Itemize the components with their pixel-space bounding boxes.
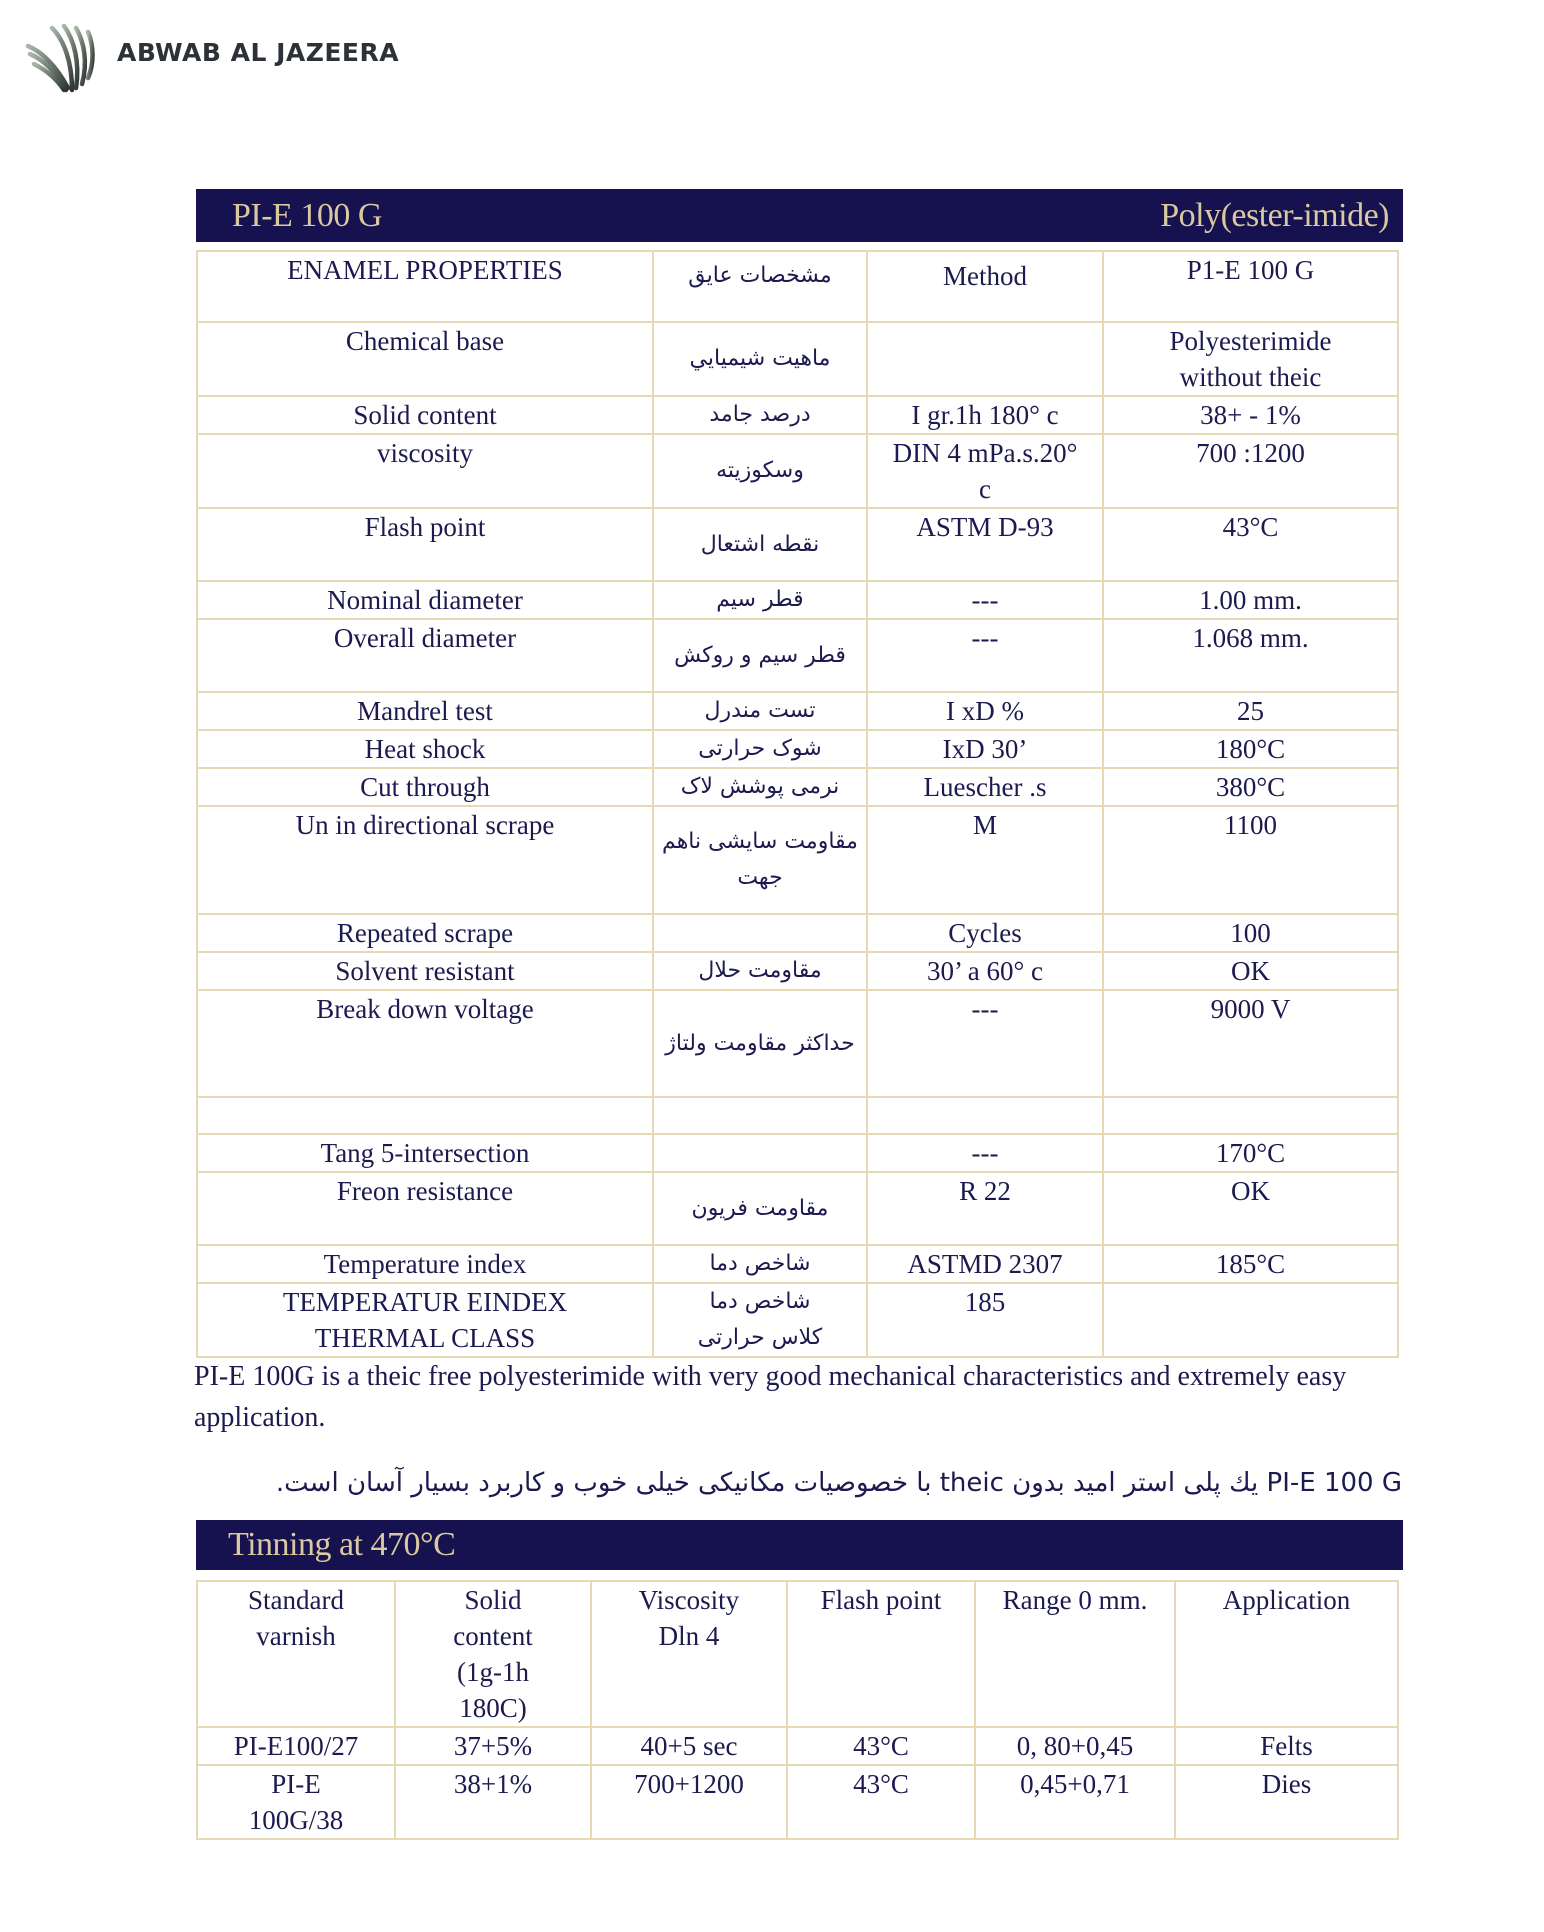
property-name-cell: Tang 5-intersection [197,1134,653,1172]
method-cell: Cycles [867,914,1103,952]
tinning-header-cell: Flash point [787,1581,975,1727]
table-row [197,914,1398,952]
table-row [197,1172,1398,1245]
property-name-cell: Solid content [197,396,653,434]
product-type: Poly(ester-imide) [1160,196,1389,234]
value-cell: Polyesterimide without theic [1103,322,1398,396]
header-cell: Method [867,251,1103,322]
table-row [197,730,1398,768]
table-row [197,990,1398,1097]
property-persian-cell: شوک حرارتی [653,730,867,768]
value-cell: 1100 [1103,806,1398,914]
property-name-cell: Chemical base [197,322,653,396]
property-name-cell: Heat shock [197,730,653,768]
method-cell: I gr.1h 180° c [867,396,1103,434]
tinning-cell: 43°C [787,1765,975,1839]
value-cell: 38+ - 1% [1103,396,1398,434]
method-cell: Luescher .s [867,768,1103,806]
value-cell: 100 [1103,914,1398,952]
property-name-cell: viscosity [197,434,653,508]
property-name-cell: Flash point [197,508,653,581]
tinning-cell: Dies [1175,1765,1398,1839]
table-row [197,1097,1398,1134]
tinning-cell: PI-E 100G/38 [197,1765,395,1839]
tinning-cell: 40+5 sec [591,1727,787,1765]
property-persian-cell: مقاومت سايشی ناهم جهت [653,806,867,914]
tinning-header-cell: Solid content (1g-1h 180C) [395,1581,591,1727]
property-persian-cell: وسكوزيته [653,434,867,508]
description-persian: PI-E 100 G يك پلی استر اميد بدون theic با خصوصيات مكانيكی خيلی خوب و كاربرد بسيار آسان است. [275,1468,1402,1498]
header-cell: P1-E 100 G [1103,251,1398,322]
property-persian-cell: قطر سيم [653,581,867,619]
method-cell [867,1097,1103,1134]
property-persian-cell: مقاومت فريون [653,1172,867,1245]
tinning-title: Tinning at 470°C [228,1526,456,1563]
header-cell: مشخصات عايق [653,251,867,322]
brand-name: ABWAB AL JAZEERA [117,38,400,67]
property-persian-cell: شاخص دما [653,1245,867,1283]
method-cell [867,322,1103,396]
value-cell: 700 :1200 [1103,434,1398,508]
method-cell: IxD 30’ [867,730,1103,768]
table-row [197,322,1398,396]
table-row [197,1134,1398,1172]
tinning-cell: 0,45+0,71 [975,1765,1175,1839]
value-cell: 9000 V [1103,990,1398,1097]
method-cell: ASTM D-93 [867,508,1103,581]
tinning-header-cell: Range 0 mm. [975,1581,1175,1727]
property-name-cell: Cut through [197,768,653,806]
table-row [197,768,1398,806]
tinning-cell: 700+1200 [591,1765,787,1839]
property-persian-cell [653,914,867,952]
value-cell [1103,1097,1398,1134]
method-cell: R 22 [867,1172,1103,1245]
property-persian-cell: درصد جامد [653,396,867,434]
method-cell: --- [867,581,1103,619]
property-persian-cell: قطر سيم و روكش [653,619,867,692]
property-persian-cell: نرمی پوشش لاک [653,768,867,806]
table-row [197,396,1398,434]
tinning-cell: 0, 80+0,45 [975,1727,1175,1765]
tinning-cell: PI-E100/27 [197,1727,395,1765]
value-cell: 1.068 mm. [1103,619,1398,692]
property-name-cell: Solvent resistant [197,952,653,990]
striped-shield-logo-icon [22,22,100,94]
value-cell: 170°C [1103,1134,1398,1172]
method-cell: I xD % [867,692,1103,730]
table-row [197,1283,1398,1357]
value-cell: OK [1103,952,1398,990]
value-cell: 180°C [1103,730,1398,768]
tinning-cell: Felts [1175,1727,1398,1765]
property-name-cell: Nominal diameter [197,581,653,619]
tinning-cell: 37+5% [395,1727,591,1765]
property-name-cell: Break down voltage [197,990,653,1097]
property-persian-cell [653,1134,867,1172]
property-persian-cell: نقطه اشتعال [653,508,867,581]
tinning-row [197,1727,1398,1765]
header-cell: ENAMEL PROPERTIES [197,251,653,322]
table-row [197,508,1398,581]
property-name-cell: Temperature index [197,1245,653,1283]
value-cell: 25 [1103,692,1398,730]
property-persian-cell: ماهيت شيميايي [653,322,867,396]
tinning-row [197,1765,1398,1839]
tinning-header-row [197,1581,1398,1727]
tinning-cell: 38+1% [395,1765,591,1839]
table-row [197,581,1398,619]
property-name-cell: Repeated scrape [197,914,653,952]
method-cell: DIN 4 mPa.s.20° c [867,434,1103,508]
table-row [197,692,1398,730]
table-row [197,806,1398,914]
property-persian-cell [653,1097,867,1134]
table-row [197,619,1398,692]
property-persian-cell: مقاومت حلال [653,952,867,990]
method-cell: M [867,806,1103,914]
value-cell: 185°C [1103,1245,1398,1283]
value-cell: 43°C [1103,508,1398,581]
method-cell: 185 [867,1283,1103,1357]
method-cell: 30’ a 60° c [867,952,1103,990]
property-name-cell: TEMPERATUR EINDEX THERMAL CLASS [197,1283,653,1357]
table-row [197,434,1398,508]
tinning-header-cell: Standard varnish [197,1581,395,1727]
property-name-cell: Un in directional scrape [197,806,653,914]
property-name-cell: Freon resistance [197,1172,653,1245]
description-english: PI-E 100G is a theic free polyesterimide with very good mechanical characteristics and extremely easy application. [194,1361,1347,1433]
table-row [197,952,1398,990]
method-cell: --- [867,619,1103,692]
tinning-header-cell: Application [1175,1581,1398,1727]
value-cell: 380°C [1103,768,1398,806]
property-persian-cell: حداكثر مقاومت ولتاژ [653,990,867,1097]
property-name-cell [197,1097,653,1134]
tinning-table [196,1580,1399,1840]
method-cell: --- [867,1134,1103,1172]
tinning-header-cell: Viscosity Dln 4 [591,1581,787,1727]
tinning-cell: 43°C [787,1727,975,1765]
value-cell: OK [1103,1172,1398,1245]
value-cell [1103,1283,1398,1357]
product-title: PI-E 100 G [232,196,382,234]
table-row [197,1245,1398,1283]
property-name-cell: Mandrel test [197,692,653,730]
table-header-row [197,251,1398,322]
enamel-properties-table [196,250,1399,1358]
method-cell: ASTMD 2307 [867,1245,1103,1283]
property-name-cell: Overall diameter [197,619,653,692]
method-cell: --- [867,990,1103,1097]
tinning-header-bar [196,1520,1403,1570]
property-persian-cell: تست مندرل [653,692,867,730]
value-cell: 1.00 mm. [1103,581,1398,619]
property-persian-cell: شاخص دما كلاس حرارتی [653,1283,867,1357]
product-header-bar [196,189,1403,242]
